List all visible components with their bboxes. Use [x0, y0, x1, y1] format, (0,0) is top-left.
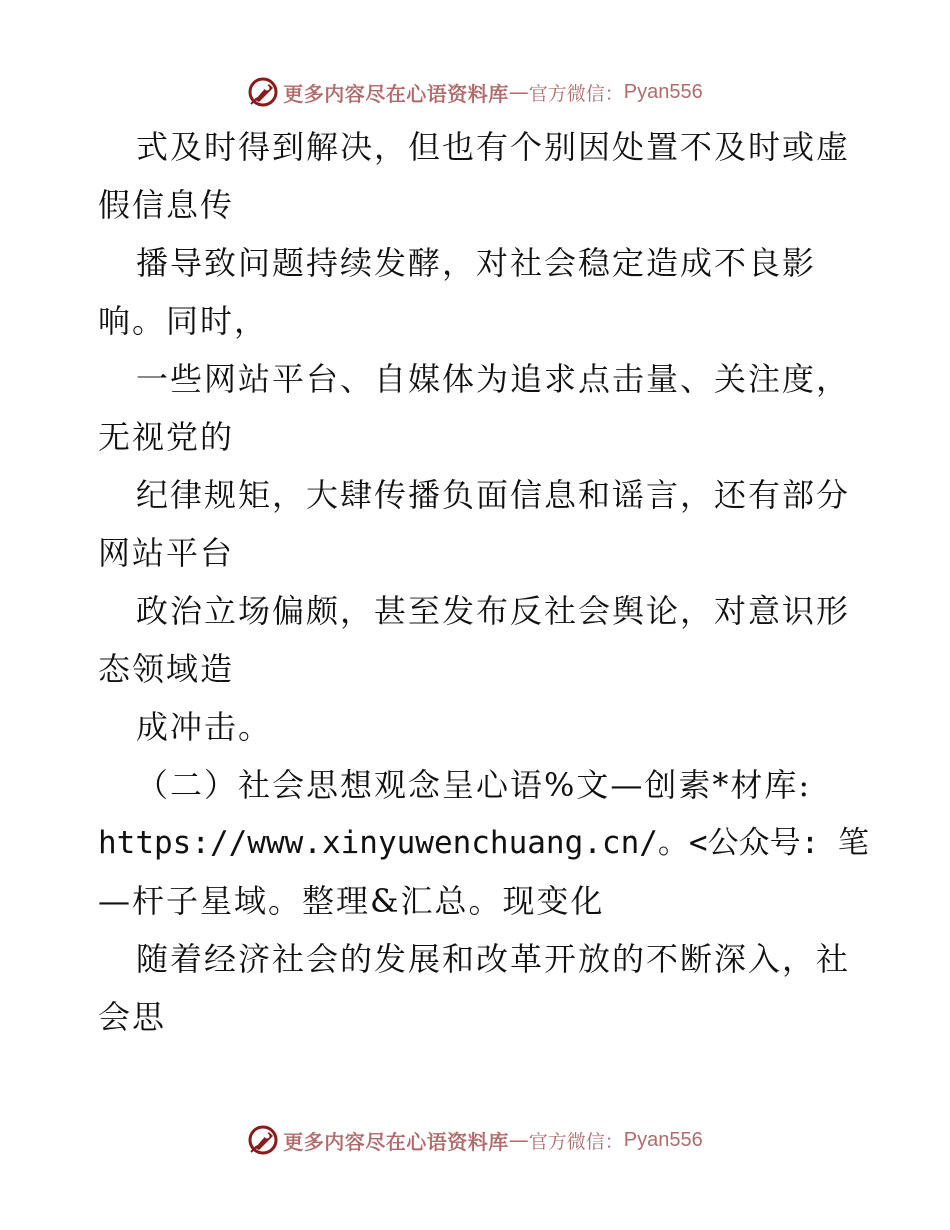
banner-title: 更多内容尽在心语资料库: [283, 81, 509, 106]
banner-wechat-id: Pyan556: [623, 1128, 703, 1151]
text-line: 态领域造: [98, 650, 235, 688]
text-line: 式及时得到解决，但也有个别因处置不及时或虚: [136, 128, 851, 166]
text-line: 网站平台: [98, 534, 235, 572]
url-line: https://www.xinyuwenchuang.cn/。<公众号: 笔: [98, 825, 869, 861]
text-line: 会思: [98, 998, 167, 1036]
brand-logo-icon: [247, 1124, 279, 1156]
banner-wechat-id: Pyan556: [623, 80, 703, 103]
text-line: 播导致问题持续发酵，对社会稳定造成不良影: [136, 244, 817, 282]
text-line: 无视党的: [98, 418, 235, 456]
header-banner: [0, 72, 950, 112]
banner-dash: —: [508, 80, 529, 104]
document-body: [98, 118, 869, 1046]
text-line: 随着经济社会的发展和改革开放的不断深入，社: [136, 940, 851, 978]
banner-title: 更多内容尽在心语资料库: [283, 1129, 509, 1154]
text-line: —杆子星域。整理&汇总。现变化: [98, 882, 605, 920]
banner-wechat-label: 官方微信：: [528, 1130, 624, 1153]
banner-dash: —: [508, 1128, 529, 1152]
brand-logo-icon: [247, 76, 279, 108]
footer-banner: [0, 1120, 950, 1160]
text-line: 响。同时，: [98, 302, 269, 340]
text-line: 假信息传: [98, 186, 235, 224]
banner-wechat-label: 官方微信：: [528, 82, 624, 105]
text-line: 纪律规矩，大肆传播负面信息和谣言，还有部分: [136, 476, 851, 514]
text-line: 政治立场偏颇，甚至发布反社会舆论，对意识形: [136, 592, 851, 630]
text-line: 一些网站平台、自媒体为追求点击量、关注度，: [136, 360, 851, 398]
section-heading-line: （二）社会思想观念呈心语%文—创素*材库:: [136, 766, 812, 804]
text-line: 成冲击。: [136, 708, 273, 746]
